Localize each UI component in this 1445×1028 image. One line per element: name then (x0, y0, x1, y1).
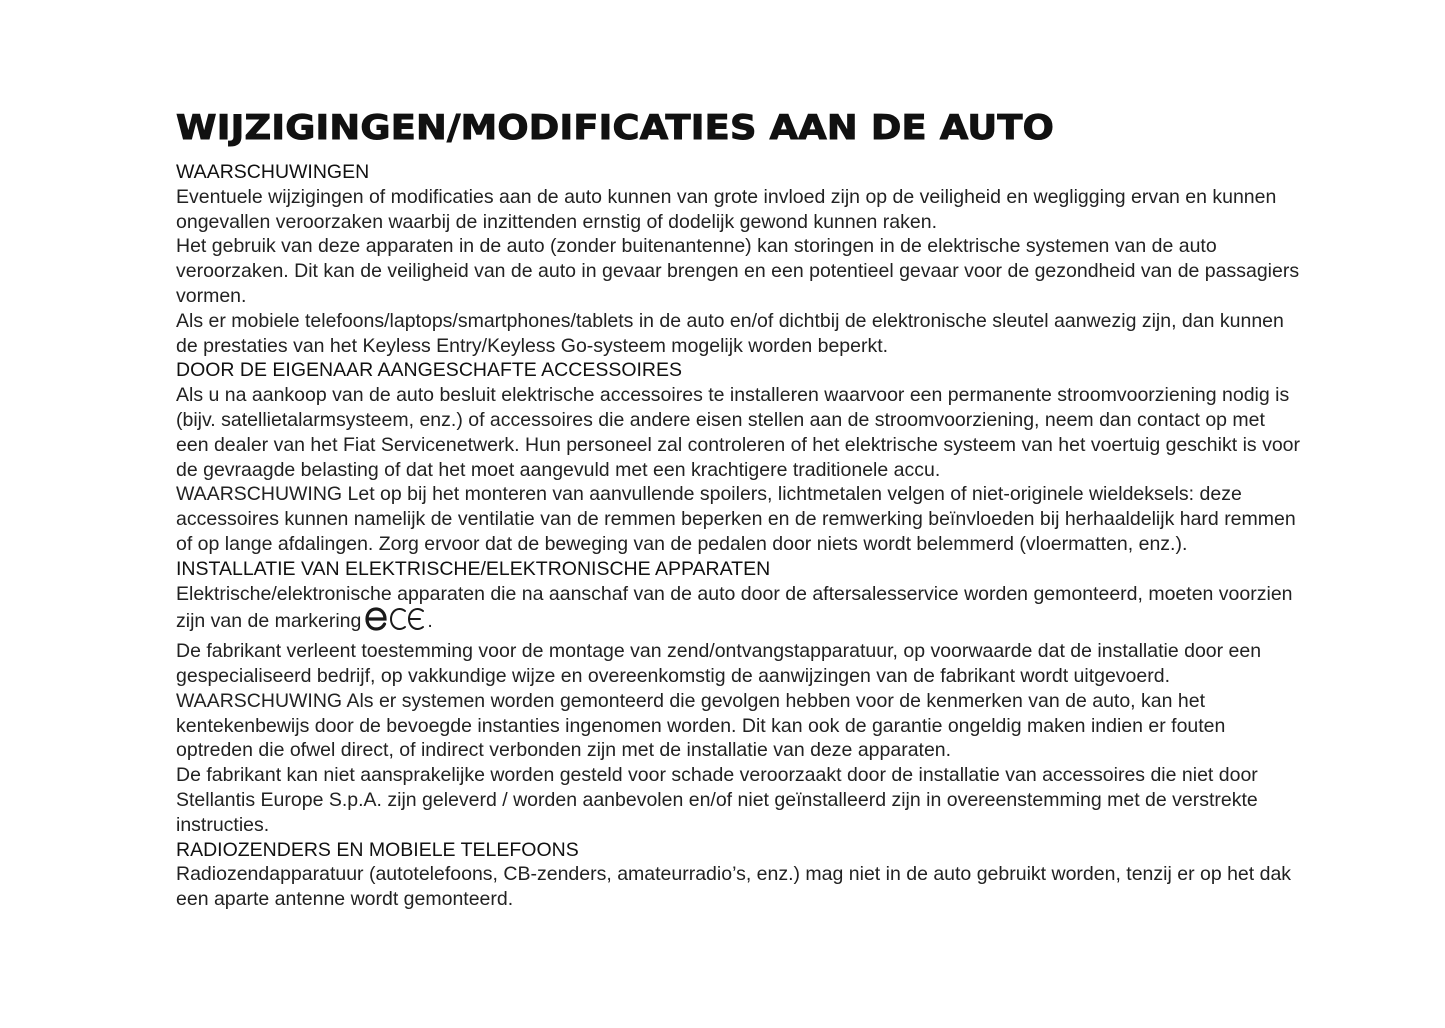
section-heading-radio: RADIOZENDERS EN MOBIELE TELEFOONS (176, 838, 579, 861)
paragraph: De fabrikant verleent toestemming voor de montage van zend/ontvangstapparatuur, op voorwaarde dat de installatie door een gespecialiseerd bedrijf, op vakkundige wijze en overeenkomstig de aanwijzingen van de fabrikant wordt uitgevoerd. (176, 640, 1262, 687)
section-heading-warnings: WAARSCHUWINGEN (176, 161, 370, 183)
section-radio (176, 838, 1301, 912)
paragraph: Het gebruik van deze apparaten in de auto (zonder buitenantenne) kan storingen in de elektrische systemen van de auto veroorzaken. Dit kan de veiligheid van de auto in gevaar brengen en een potentieel gevaar voor de gezondheid van de passagiers vormen. (176, 235, 1300, 307)
section-accessories (176, 358, 1301, 556)
ce-marking-icon (365, 606, 427, 639)
paragraph: WAARSCHUWING Als er systemen worden gemonteerd die gevolgen hebben voor de kenmerken van de auto, kan het kentekenbewijs door de bevoegde instanties ingenomen worden. Dit kan ook de garantie ongeldig maken indien er fouten optreden die ofwel direct, of indirect verbonden zijn met de installatie van deze apparaten. (176, 689, 1226, 762)
document-page (176, 108, 1301, 912)
paragraph: De fabrikant kan niet aansprakelijke worden gesteld voor schade veroorzaakt door de installatie van accessoires die niet door Stellantis Europe S.p.A. zijn geleverd / worden aanbevolen en/of niet geïnstalleerd zijn in overeenstemming met de verstrekte instructies. (176, 764, 1258, 836)
paragraph-text: Elektrische/elektronische apparaten die na aanschaf van de auto door de aftersalesservice worden gemonteerd, moeten voorzien zijn van de markering (176, 582, 1293, 633)
section-heading-accessories: DOOR DE EIGENAAR AANGESCHAFTE ACCESSOIRES (176, 359, 683, 382)
paragraph: Als er mobiele telefoons/laptops/smartphones/tablets in de auto en/of dichtbij de elektronische sleutel aanwezig zijn, dan kunnen de prestaties van het Keyless Entry/Keyless Go-systeem mogelijk worden beperkt. (176, 309, 1284, 357)
section-warnings (176, 160, 1301, 358)
paragraph: Als u na aankoop van de auto besluit elektrische accessoires te installeren waarvoor een permanente stroomvoorziening nodig is (bijv. satellietalarmsysteem, enz.) of accessoires die andere eisen stellen aan de stroomvoorziening, neem dan contact op met een dealer van het Fiat Servicenetwerk. Hun personeel zal controleren of het elektrische systeem van het voertuig geschikt is voor de gevraagde belasting of dat het moet aangevuld met een krachtigere traditionele accu. (176, 384, 1301, 481)
section-electrical (176, 557, 1301, 838)
paragraph-with-ce-mark (176, 582, 1301, 640)
paragraph: Radiozendapparatuur (autotelefoons, CB-zenders, amateurradio’s, enz.) mag niet in de auto gebruikt worden, tenzij er op het dak een aparte antenne wordt gemonteerd. (176, 863, 1292, 911)
section-heading-electrical: INSTALLATIE VAN ELEKTRISCHE/ELEKTRONISCHE APPARATEN (176, 557, 771, 580)
paragraph-end: . (427, 610, 433, 633)
paragraph: WAARSCHUWING Let op bij het monteren van aanvullende spoilers, lichtmetalen velgen of niet-originele wieldeksels: deze accessoires kunnen namelijk de ventilatie van de remmen beperken en de remwerking beïnvloeden bij herhaaldelijk hard remmen of op lange afdalingen. Zorg ervoor dat de beweging van de pedalen door niets wordt belemmerd (vloermatten, enz.). (176, 483, 1296, 555)
paragraph: Eventuele wijzigingen of modificaties aan de auto kunnen van grote invloed zijn op de veiligheid en wegligging ervan en kunnen ongevallen veroorzaken waarbij de inzittenden ernstig of dodelijk gewond kunnen raken. (176, 185, 1277, 233)
page-title: WIJZIGINGEN/MODIFICATIES AAN DE AUTO (176, 108, 1055, 148)
